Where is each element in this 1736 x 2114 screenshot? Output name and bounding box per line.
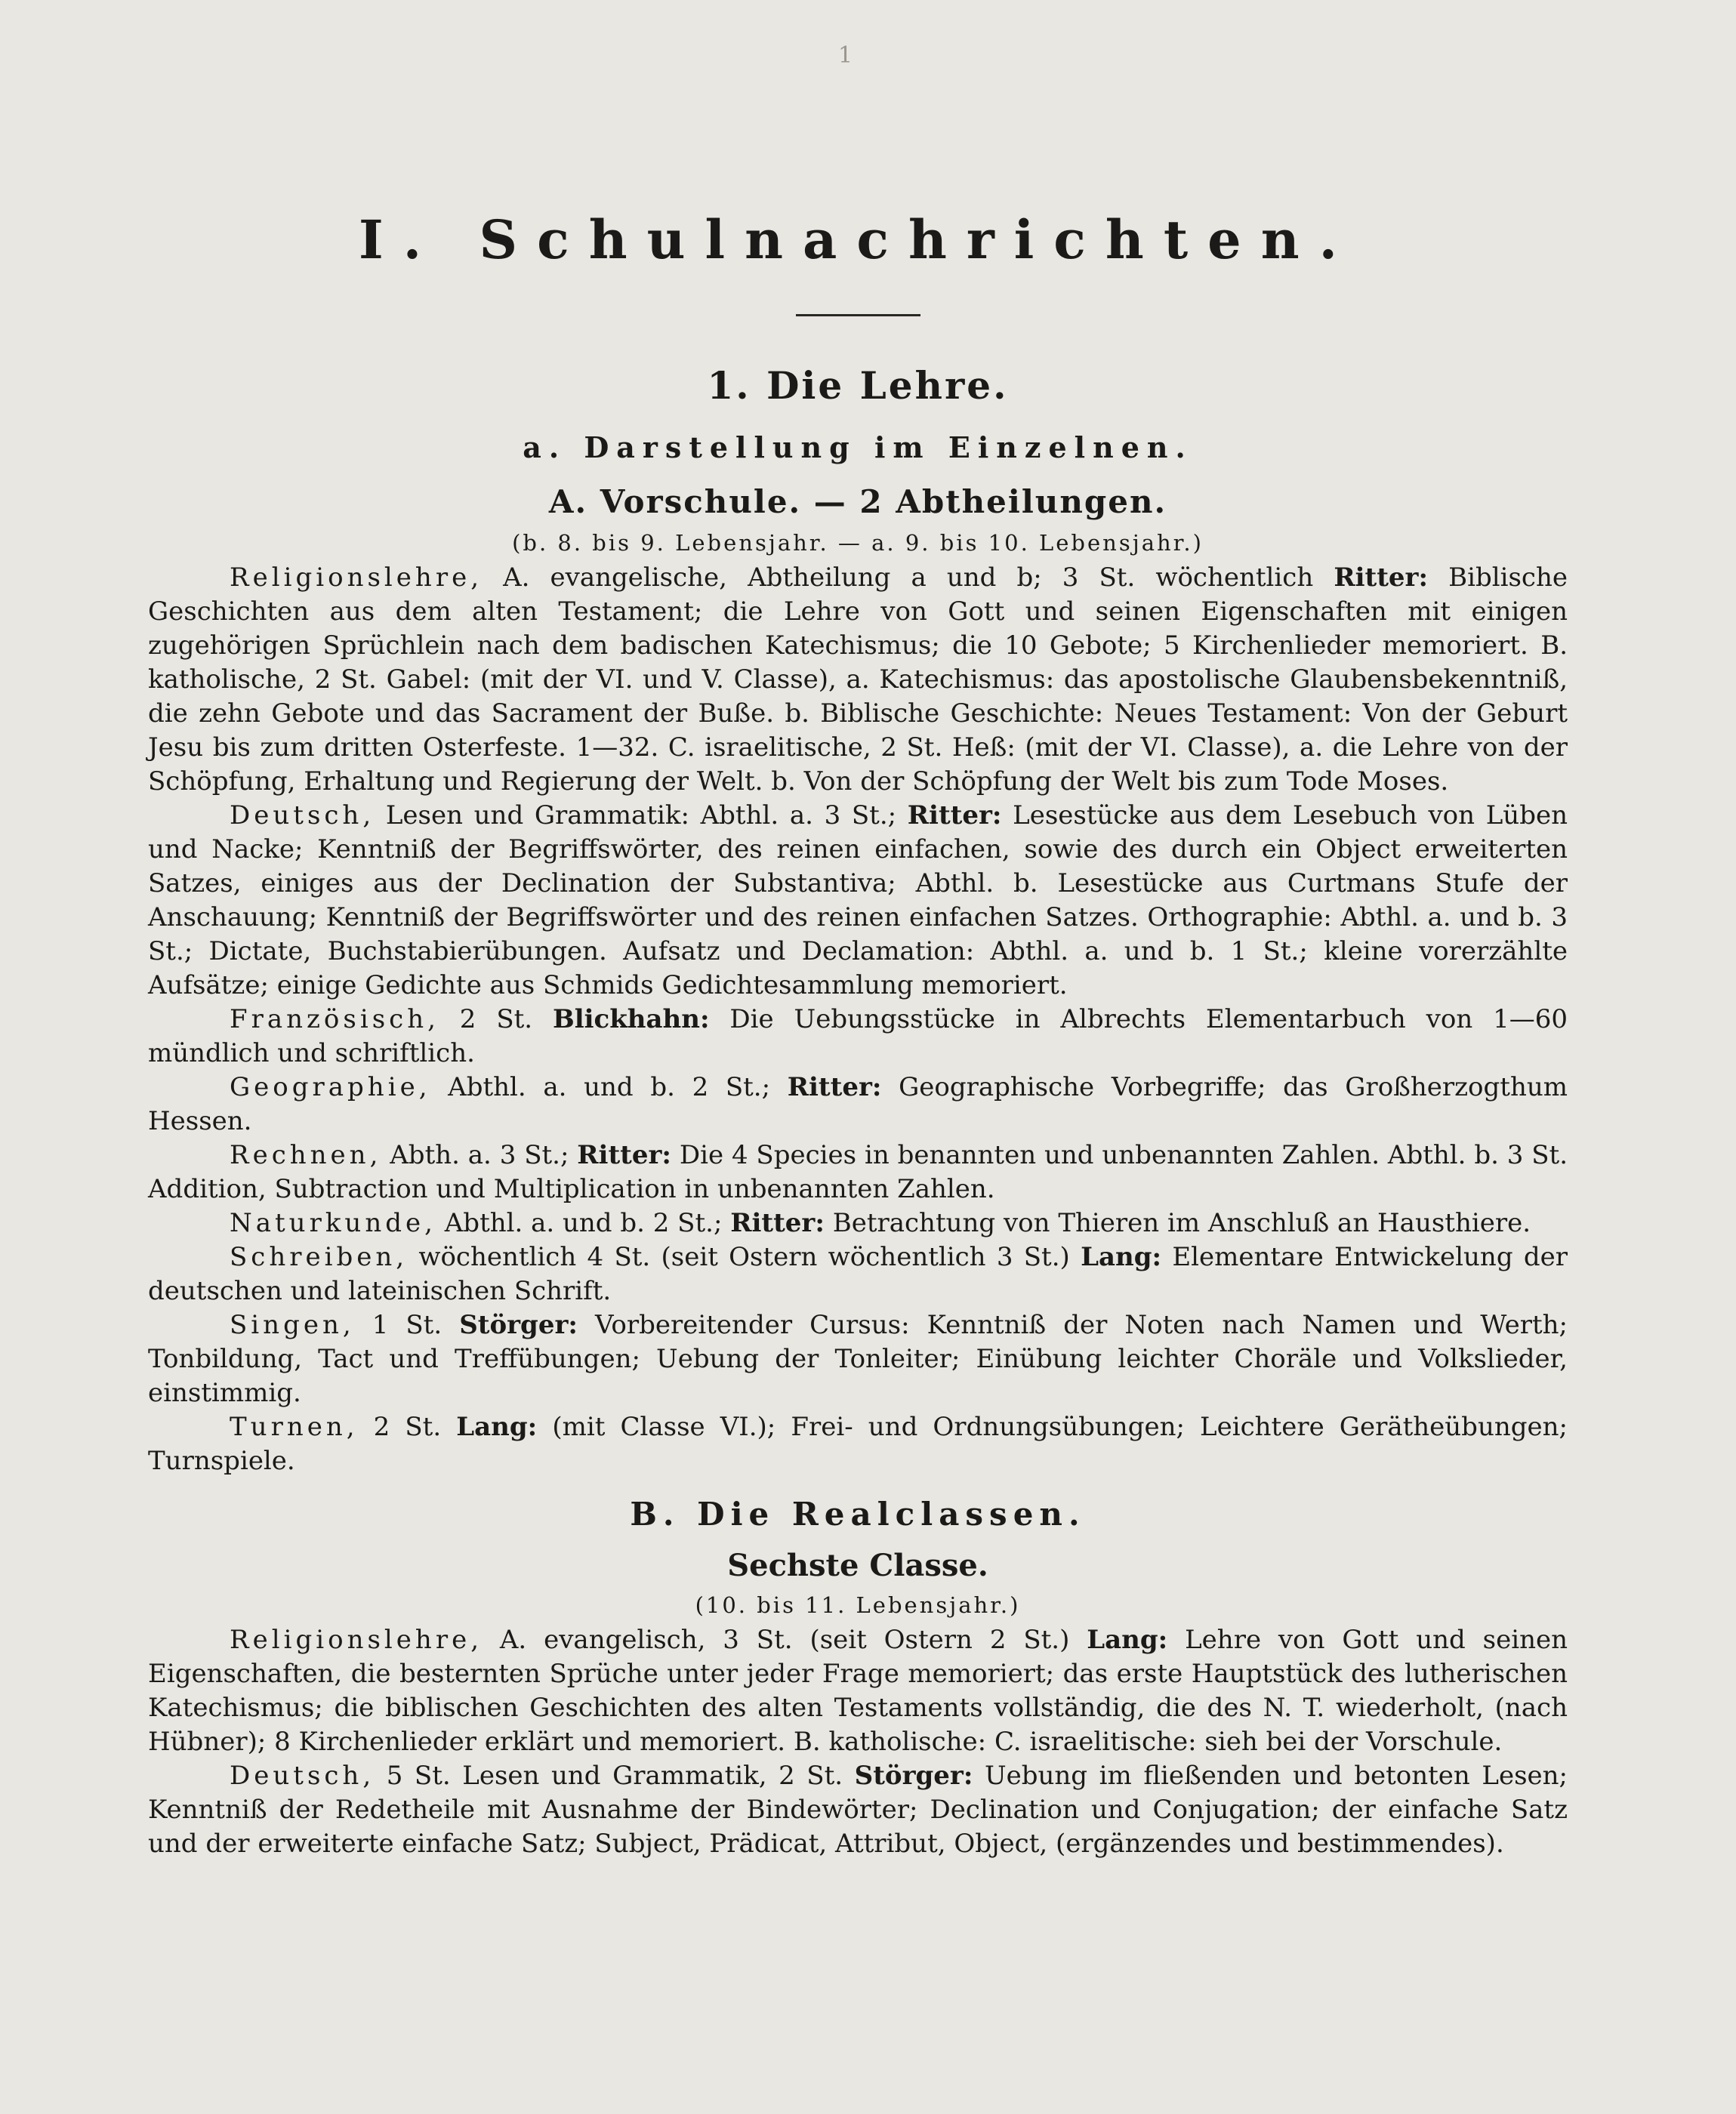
paragraph-lead: A. evangelisch, 3 St. (seit Ostern 2 St.) — [483, 1625, 1087, 1655]
teacher-name: Ritter: — [1334, 562, 1429, 593]
teacher-name: Ritter: — [907, 800, 1002, 830]
vorschule-age: (b. 8. bis 9. Lebensjahr. — a. 9. bis 10. Lebensjahr.) — [512, 530, 1204, 556]
paragraph-body: (mit Classe VI.); Frei- und Ordnungsübungen; Leichtere Gerätheübungen; Turnspiele. — [148, 1412, 1568, 1476]
paragraph-lead: 5 St. Lesen und Grammatik, 2 St. — [375, 1761, 855, 1791]
subject-name: Religionslehre, — [230, 562, 483, 593]
subject-name: Deutsch, — [230, 800, 375, 830]
subject-name: Französisch, — [230, 1004, 439, 1034]
paragraph-lead: Abthl. a. und b. 2 St.; — [430, 1072, 788, 1102]
paragraph-lead: A. evangelische, Abtheilung a und b; 3 St. wöchentlich — [483, 562, 1334, 593]
paragraph — [148, 1139, 1568, 1206]
subject-name: Naturkunde, — [230, 1208, 436, 1238]
paragraph-body: Biblische Geschichten aus dem alten Testament; die Lehre von Gott und seinen Eigenschaften mit einigen zugehörigen Sprüchlein nach dem badischen Katechismus; die 10 Gebote; 5 Kirchenlieder memoriert. B. katholische, 2 St. Gabel: (mit der VI. und V. Classe), a. Katechismus: das apostolische Glaubensbekenntniß, die zehn Gebote und das Sacrament der Buße. b. Biblische Geschichte: Neues Testament: Von der Geburt Jesu bis zum dritten Osterfeste. 1—32. C. israelitische, 2 St. Heß: (mit der VI. Classe), a. die Lehre von der Schöpfung, Erhaltung und Regierung der Welt. b. Von der Schöpfung der Welt bis zum Tode Moses. — [148, 562, 1568, 797]
paragraph-body: Elementare Entwickelung der deutschen und lateinischen Schrift. — [148, 1242, 1568, 1306]
paragraph-body: Die 4 Species in benannten und unbenannten Zahlen. Abthl. b. 3 St. Addition, Subtraction und Multiplication in unbenannten Zahlen. — [148, 1140, 1568, 1204]
subject-name: Singen, — [230, 1310, 355, 1340]
teacher-name: Lang: — [456, 1412, 538, 1442]
paragraph — [148, 1071, 1568, 1139]
subject-name: Religionslehre, — [230, 1625, 483, 1655]
realclassen-heading: B. Die Realclassen. — [630, 1496, 1086, 1533]
title-rule — [796, 314, 920, 316]
teacher-name: Störger: — [854, 1761, 973, 1791]
subject-name: Rechnen, — [230, 1140, 382, 1170]
subject-name: Deutsch, — [230, 1761, 375, 1791]
paragraph-body: Lehre von Gott und seinen Eigenschaften, die besternten Sprüche unter jeder Frage memoriert; das erste Hauptstück des lutherischen Katechismus; die biblischen Geschichten des alten Testaments vollständig, die des N. T. wiederholt, (nach Hübner); 8 Kirchenlieder erklärt und memoriert. B. katholische: C. israelitische: sieh bei der Vorschule. — [148, 1625, 1568, 1757]
class-age: (10. bis 11. Lebensjahr.) — [695, 1592, 1021, 1618]
subsection-heading: a. Darstellung im Einzelnen. — [523, 430, 1193, 464]
teacher-name: Ritter: — [730, 1208, 825, 1238]
paragraph — [148, 799, 1568, 1003]
page-mark: 1 — [838, 42, 853, 69]
subject-name: Turnen, — [230, 1412, 359, 1442]
paragraph-body: Lesestücke aus dem Lesebuch von Lüben und Nacke; Kenntniß der Begriffswörter, des reinen einfachen, sowie des durch ein Object erweiterten Satzes, einiges aus der Declination der Substantiva; Abthl. b. Lesestücke aus Curtmans Stufe der Anschauung; Kenntniß der Begriffswörter und des reinen einfachen Satzes. Orthographie: Abthl. a. und b. 3 St.; Dictate, Buchstabierübungen. Aufsatz und Declamation: Abthl. a. und b. 1 St.; kleine vorerzählte Aufsätze; einige Gedichte aus Schmids Gedichtesammlung memoriert. — [148, 800, 1568, 1000]
teacher-name: Ritter: — [577, 1140, 671, 1170]
teacher-name: Störger: — [459, 1310, 578, 1340]
paragraph-lead: Lesen und Grammatik: Abthl. a. 3 St.; — [375, 800, 908, 830]
paragraph-body: Betrachtung von Thieren im Anschluß an Hausthiere. — [824, 1208, 1531, 1238]
paragraph — [148, 1308, 1568, 1410]
text-block — [148, 202, 1568, 1861]
paragraph — [148, 1759, 1568, 1861]
paragraph-body: Geographische Vorbegriffe; das Großherzogthum Hessen. — [148, 1072, 1568, 1136]
paragraph-lead: 2 St. — [358, 1412, 457, 1442]
paragraph — [148, 1206, 1568, 1240]
paragraph-body: Vorbereitender Cursus: Kenntniß der Noten nach Namen und Werth; Tonbildung, Tact und Treffübungen; Uebung der Tonleiter; Einübung leichter Choräle und Volkslieder, einstimmig. — [148, 1310, 1568, 1408]
paragraph — [148, 1003, 1568, 1071]
teacher-name: Blickhahn: — [552, 1004, 710, 1034]
paragraph-lead: Abthl. a. und b. 2 St.; — [436, 1208, 731, 1238]
realclassen-paragraphs — [148, 1623, 1568, 1861]
vorschule-paragraphs — [148, 561, 1568, 1478]
subject-name: Geographie, — [230, 1072, 431, 1102]
paragraph-lead: wöchentlich 4 St. (seit Ostern wöchentlich 3 St.) — [408, 1242, 1081, 1272]
paragraph — [148, 1240, 1568, 1308]
page-title: I. Schulnachrichten. — [359, 208, 1357, 271]
paragraph — [148, 1410, 1568, 1478]
paragraph — [148, 561, 1568, 799]
teacher-name: Lang: — [1087, 1625, 1168, 1655]
paragraph-lead: 2 St. — [439, 1004, 553, 1034]
vorschule-heading: A. Vorschule. — 2 Abtheilungen. — [548, 483, 1167, 520]
teacher-name: Ritter: — [787, 1072, 882, 1102]
section-heading-lehre: 1. Die Lehre. — [707, 363, 1009, 408]
teacher-name: Lang: — [1081, 1242, 1162, 1272]
paragraph-lead: 1 St. — [354, 1310, 460, 1340]
paragraph-body: Uebung im fließenden und betonten Lesen; Kenntniß der Redetheile mit Ausnahme der Bindewörter; Declination und Conjugation; der einfache Satz und der erweiterte einfache Satz; Subject, Prädicat, Attribut, Object, (ergänzendes und bestimmendes). — [148, 1761, 1568, 1859]
subject-name: Schreiben, — [230, 1242, 409, 1272]
paragraph-body: Die Uebungsstücke in Albrechts Elementarbuch von 1—60 mündlich und schriftlich. — [148, 1004, 1568, 1068]
paragraph-lead: Abth. a. 3 St.; — [381, 1140, 578, 1170]
paragraph — [148, 1623, 1568, 1759]
class-heading: Sechste Classe. — [727, 1548, 988, 1583]
